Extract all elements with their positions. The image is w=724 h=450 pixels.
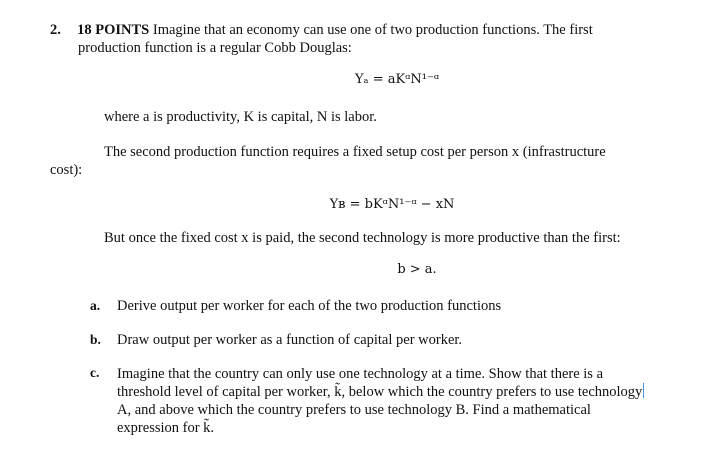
item-c-line-4: expression for k̃. bbox=[117, 420, 215, 436]
item-c-line-3: A, and above which the country prefers to use technology B. Find a mathematical bbox=[117, 402, 591, 418]
second-line-1: The second production function requires a fixed setup cost per person x (infrastructure bbox=[104, 144, 606, 160]
item-label-a: a. bbox=[90, 298, 101, 313]
item-a-text: Derive output per worker for each of the two production functions bbox=[117, 298, 502, 314]
problem-header bbox=[50, 21, 593, 39]
where-text: where a is productivity, K is capital, N is labor. bbox=[104, 109, 377, 125]
intro-line-2: production function is a regular Cobb Douglas: bbox=[78, 40, 352, 56]
problem-number: 2. bbox=[50, 22, 61, 38]
item-c-line-2: threshold level of capital per worker, k̃, below which the country prefers to use technology bbox=[117, 384, 643, 400]
inequality: b > a. bbox=[397, 262, 437, 277]
but-text: But once the fixed cost x is paid, the second technology is more productive than the first: bbox=[104, 230, 621, 246]
second-line-2: cost): bbox=[50, 162, 83, 178]
item-b-text: Draw output per worker as a function of capital per worker. bbox=[117, 332, 463, 348]
list-item bbox=[90, 331, 462, 349]
problem-points: 18 POINTS bbox=[77, 22, 150, 38]
item-label-b: b. bbox=[90, 332, 101, 347]
equation-a: Yₐ = aKᵅN¹⁻ᵅ bbox=[354, 72, 440, 87]
list-item bbox=[90, 297, 501, 315]
intro-line-1: Imagine that an economy can use one of two production functions. The first bbox=[152, 22, 593, 38]
text-cursor-icon bbox=[643, 383, 644, 398]
equation-b: Yʙ = bKᵅN¹⁻ᵅ − xN bbox=[329, 197, 455, 212]
item-c-line-1: Imagine that the country can only use one technology at a time. Show that there is a bbox=[117, 366, 604, 382]
item-label-c: c. bbox=[90, 365, 100, 380]
